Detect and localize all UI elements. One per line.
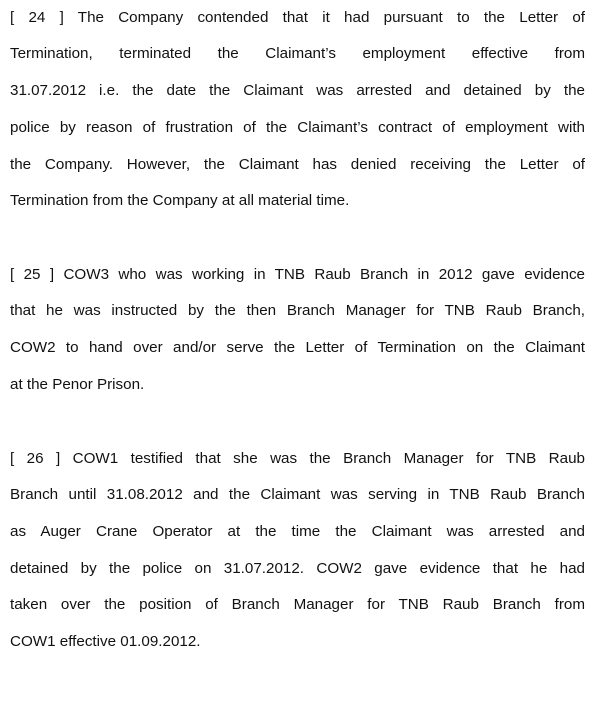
paragraph-line: [ 26 ] COW1 testified that she was the Branch Manager for TNB Raub — [10, 450, 585, 467]
paragraph-line: COW1 effective 01.09.2012. — [10, 633, 201, 650]
paragraph-line: Termination from the Company at all material time. — [10, 192, 350, 209]
paragraph-line: police by reason of frustration of the Claimant’s contract of employment with — [10, 119, 585, 136]
paragraph-line: as Auger Crane Operator at the time the Claimant was arrested and — [10, 523, 585, 540]
paragraph-line: taken over the position of Branch Manager for TNB Raub Branch from — [10, 596, 585, 613]
paragraph-line: [ 24 ] The Company contended that it had pursuant to the Letter of — [10, 9, 585, 26]
paragraph-line: the Company. However, the Claimant has denied receiving the Letter of — [10, 156, 585, 173]
paragraph-line: at the Penor Prison. — [10, 376, 145, 393]
paragraph-line: detained by the police on 31.07.2012. COW2 gave evidence that he had — [10, 560, 585, 577]
paragraph-line: Termination, terminated the Claimant’s employment effective from — [10, 45, 585, 62]
paragraph-line: that he was instructed by the then Branch Manager for TNB Raub Branch, — [10, 302, 585, 319]
paragraph-line: 31.07.2012 i.e. the date the Claimant was arrested and detained by the — [10, 82, 585, 99]
paragraph-line: Branch until 31.08.2012 and the Claimant was serving in TNB Raub Branch — [10, 486, 585, 503]
paragraph-line: [ 25 ] COW3 who was working in TNB Raub Branch in 2012 gave evidence — [10, 266, 585, 283]
paragraph-line: COW2 to hand over and/or serve the Letter of Termination on the Claimant — [10, 339, 585, 356]
